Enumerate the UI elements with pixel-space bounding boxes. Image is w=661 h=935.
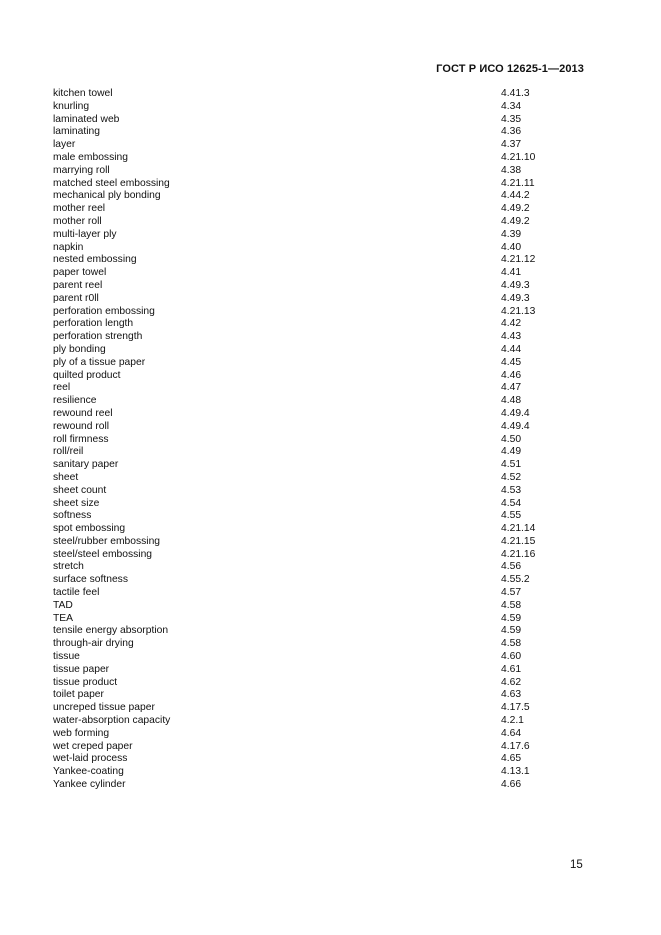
index-term: kitchen towel — [53, 88, 113, 99]
index-reference: 4.43 — [501, 331, 522, 343]
page-number: 15 — [570, 859, 583, 871]
index-entry — [53, 88, 573, 101]
index-term: tensile energy absorption — [53, 625, 169, 637]
index-reference: 4.21.15 — [501, 535, 536, 547]
index-term: tissue product — [53, 676, 118, 688]
index-entry — [53, 434, 573, 447]
index-reference: 4.17.5 — [501, 702, 530, 714]
index-reference: 4.49.2 — [501, 203, 530, 215]
index-reference: 4.49 — [501, 446, 522, 458]
index-term: perforation length — [53, 318, 134, 330]
index-term: toilet paper — [53, 689, 104, 701]
index-reference: 4.60 — [501, 651, 522, 663]
term-index — [53, 88, 573, 792]
index-reference: 4.39 — [501, 228, 522, 240]
index-reference: 4.47 — [501, 382, 522, 394]
index-term: resilience — [53, 395, 97, 407]
index-entry — [53, 139, 573, 152]
index-reference: 4.41.3 — [501, 88, 530, 99]
index-reference: 4.49.4 — [501, 420, 530, 432]
index-entry — [53, 766, 573, 779]
index-term: tissue paper — [53, 663, 110, 675]
index-term: ply of a tissue paper — [53, 356, 146, 368]
index-entry — [53, 382, 573, 395]
document-header: ГОСТ Р ИСО 12625-1—2013 — [436, 63, 584, 75]
index-entry — [53, 178, 573, 191]
index-term: male embossing — [53, 151, 128, 163]
index-reference: 4.21.16 — [501, 548, 536, 560]
index-term: web forming — [53, 727, 110, 739]
index-reference: 4.46 — [501, 369, 522, 381]
index-entry — [53, 561, 573, 574]
index-term: roll firmness — [53, 433, 109, 445]
index-entry — [53, 574, 573, 587]
index-term: tissue — [53, 651, 80, 663]
index-reference: 4.57 — [501, 587, 522, 599]
index-term: Yankee-coating — [53, 766, 124, 778]
index-entry — [53, 293, 573, 306]
index-term: softness — [53, 510, 92, 522]
index-entry — [53, 664, 573, 677]
index-reference: 4.59 — [501, 625, 522, 637]
index-entry — [53, 677, 573, 690]
index-entry — [53, 651, 573, 664]
index-reference: 4.21.14 — [501, 523, 536, 535]
index-term: sheet size — [53, 497, 100, 509]
index-reference: 4.2.1 — [501, 715, 524, 727]
index-entry — [53, 702, 573, 715]
index-term: napkin — [53, 241, 84, 253]
index-term: sanitary paper — [53, 459, 119, 471]
index-term: perforation strength — [53, 331, 143, 343]
index-term: ply bonding — [53, 343, 106, 355]
index-entry — [53, 549, 573, 562]
index-reference: 4.64 — [501, 727, 522, 739]
index-term: tactile feel — [53, 587, 100, 599]
index-entry — [53, 753, 573, 766]
index-term: sheet count — [53, 484, 107, 496]
index-entry — [53, 126, 573, 139]
index-entry — [53, 203, 573, 216]
index-reference: 4.54 — [501, 497, 522, 509]
index-term: mother reel — [53, 203, 106, 215]
index-reference: 4.41 — [501, 267, 522, 279]
index-entry — [53, 331, 573, 344]
index-entry — [53, 689, 573, 702]
index-term: wet creped paper — [53, 740, 133, 752]
index-reference: 4.65 — [501, 753, 522, 765]
index-term: wet-laid process — [53, 753, 128, 765]
index-reference: 4.62 — [501, 676, 522, 688]
index-reference: 4.44 — [501, 343, 522, 355]
index-entry — [53, 638, 573, 651]
index-entry — [53, 421, 573, 434]
index-reference: 4.63 — [501, 689, 522, 701]
index-reference: 4.21.13 — [501, 305, 536, 317]
index-term: mother roll — [53, 215, 102, 227]
index-reference: 4.61 — [501, 663, 522, 675]
index-entry — [53, 101, 573, 114]
index-reference: 4.21.12 — [501, 254, 536, 266]
index-term: nested embossing — [53, 254, 137, 266]
index-reference: 4.21.10 — [501, 151, 536, 163]
index-entry — [53, 536, 573, 549]
index-entry — [53, 446, 573, 459]
index-entry — [53, 242, 573, 255]
index-entry — [53, 267, 573, 280]
index-entry — [53, 613, 573, 626]
index-reference: 4.56 — [501, 561, 522, 573]
index-reference: 4.49.3 — [501, 292, 530, 304]
index-entry — [53, 600, 573, 613]
index-reference: 4.21.11 — [501, 177, 535, 189]
index-term: uncreped tissue paper — [53, 702, 155, 714]
index-term: rewound roll — [53, 420, 110, 432]
index-entry — [53, 152, 573, 165]
index-entry — [53, 114, 573, 127]
index-term: Yankee cylinder — [53, 779, 126, 791]
index-entry — [53, 395, 573, 408]
index-reference: 4.66 — [501, 779, 522, 791]
index-term: quilted product — [53, 369, 121, 381]
index-reference: 4.13.1 — [501, 766, 530, 778]
index-reference: 4.51 — [501, 459, 522, 471]
index-entry — [53, 485, 573, 498]
index-entry — [53, 587, 573, 600]
index-term: paper towel — [53, 267, 107, 279]
index-entry — [53, 523, 573, 536]
index-entry — [53, 472, 573, 485]
index-term: surface softness — [53, 574, 128, 586]
index-entry — [53, 344, 573, 357]
index-term: matched steel embossing — [53, 177, 170, 189]
index-entry — [53, 498, 573, 511]
index-term: knurling — [53, 100, 90, 112]
index-entry — [53, 229, 573, 242]
index-term: TAD — [53, 599, 73, 611]
index-reference: 4.44.2 — [501, 190, 530, 202]
index-term: perforation embossing — [53, 305, 155, 317]
index-entry — [53, 625, 573, 638]
index-term: parent reel — [53, 279, 103, 291]
index-entry — [53, 779, 573, 792]
index-entry — [53, 216, 573, 229]
index-entry — [53, 715, 573, 728]
index-reference: 4.48 — [501, 395, 522, 407]
index-reference: 4.35 — [501, 113, 522, 125]
index-reference: 4.58 — [501, 638, 522, 650]
index-entry — [53, 370, 573, 383]
index-entry — [53, 306, 573, 319]
index-reference: 4.49.3 — [501, 279, 530, 291]
index-reference: 4.59 — [501, 612, 522, 624]
index-term: spot embossing — [53, 523, 126, 535]
index-term: TEA — [53, 612, 74, 624]
index-reference: 4.17.6 — [501, 740, 530, 752]
index-entry — [53, 190, 573, 203]
index-reference: 4.37 — [501, 139, 522, 151]
index-entry — [53, 510, 573, 523]
index-term: water-absorption capacity — [53, 715, 171, 727]
index-entry — [53, 165, 573, 178]
index-entry — [53, 280, 573, 293]
index-reference: 4.52 — [501, 471, 522, 483]
index-reference: 4.42 — [501, 318, 522, 330]
index-reference: 4.36 — [501, 126, 522, 138]
index-reference: 4.38 — [501, 164, 522, 176]
index-term: multi-layer ply — [53, 228, 117, 240]
index-entry — [53, 408, 573, 421]
index-term: roll/reil — [53, 446, 84, 458]
index-reference: 4.53 — [501, 484, 522, 496]
index-reference: 4.40 — [501, 241, 522, 253]
index-entry — [53, 728, 573, 741]
index-term: steel/steel embossing — [53, 548, 153, 560]
index-reference: 4.45 — [501, 356, 522, 368]
index-term: through-air drying — [53, 638, 134, 650]
index-entry — [53, 318, 573, 331]
index-entry — [53, 357, 573, 370]
index-term: mechanical ply bonding — [53, 190, 161, 202]
index-reference: 4.55.2 — [501, 574, 530, 586]
index-entry — [53, 459, 573, 472]
index-term: marrying roll — [53, 164, 110, 176]
index-reference: 4.58 — [501, 599, 522, 611]
index-term: rewound reel — [53, 407, 113, 419]
index-term: reel — [53, 382, 71, 394]
index-term: laminated web — [53, 113, 120, 125]
index-term: laminating — [53, 126, 100, 138]
index-term: stretch — [53, 561, 84, 573]
index-reference: 4.49.2 — [501, 215, 530, 227]
index-reference: 4.50 — [501, 433, 522, 445]
index-term: sheet — [53, 471, 79, 483]
index-entry — [53, 741, 573, 754]
index-term: parent r0ll — [53, 292, 99, 304]
index-term: steel/rubber embossing — [53, 535, 161, 547]
index-term: layer — [53, 139, 76, 151]
index-reference: 4.49.4 — [501, 407, 530, 419]
index-reference: 4.34 — [501, 100, 522, 112]
index-reference: 4.55 — [501, 510, 522, 522]
index-entry — [53, 254, 573, 267]
